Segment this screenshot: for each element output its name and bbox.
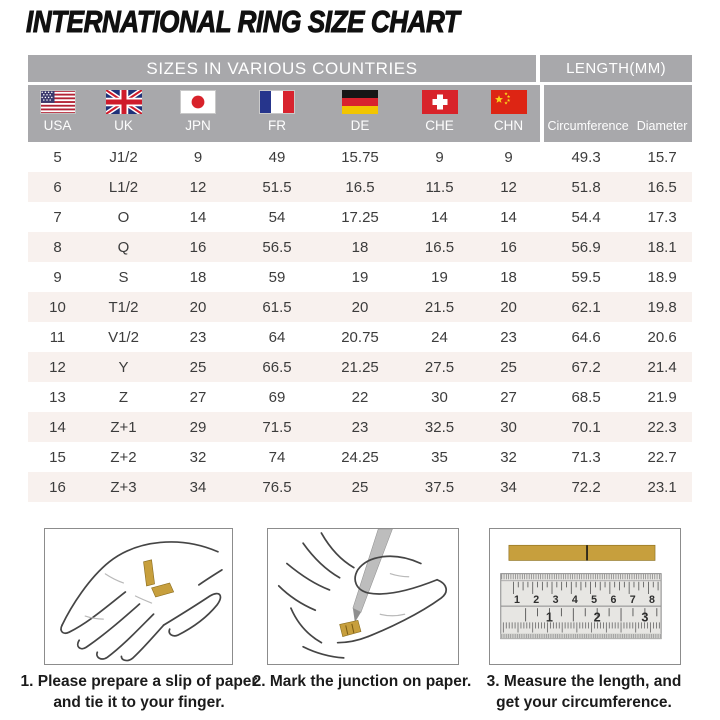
- usa-flag-icon: [40, 90, 76, 114]
- cell-fr: 61.5: [262, 298, 292, 316]
- cell-chn: 30: [500, 418, 517, 436]
- cell-uk: Z+1: [110, 418, 137, 436]
- cell-diameter: 18.1: [647, 238, 677, 256]
- instruction-figure-2: [267, 528, 459, 665]
- table-row: [28, 382, 692, 412]
- hand-with-paper-strip-illustration: [45, 529, 232, 664]
- cell-de: 18: [351, 238, 369, 256]
- cell-diameter: 17.3: [647, 208, 677, 226]
- cell-che: 32.5: [424, 418, 455, 436]
- uk-flag-icon: [106, 90, 142, 114]
- cell-diameter: 22.3: [647, 418, 677, 436]
- cell-chn: 16: [500, 238, 517, 256]
- table-row: [28, 142, 692, 172]
- svg-text:2: 2: [533, 594, 540, 607]
- cell-usa: 8: [53, 238, 62, 256]
- cell-usa: 6: [53, 178, 62, 196]
- cell-fr: 49: [268, 148, 286, 166]
- column-label-fr: FR: [268, 118, 286, 133]
- column-label-jpn: JPN: [185, 118, 211, 133]
- cell-che: 11.5: [425, 178, 454, 196]
- caption-1-line-2: and tie it to your finger.: [53, 694, 225, 711]
- length-section-header: [540, 55, 692, 85]
- cell-chn: 34: [500, 478, 517, 496]
- cell-usa: 11: [49, 328, 66, 346]
- cell-de: 24.25: [341, 448, 379, 466]
- instruction-figure-1: [44, 528, 233, 665]
- table-row: [28, 322, 692, 352]
- cell-de: 16.5: [345, 178, 375, 196]
- svg-text:1: 1: [545, 610, 554, 625]
- cell-fr: 59: [268, 268, 286, 286]
- cell-usa: 7: [53, 208, 62, 226]
- cell-circumference: 54.4: [571, 208, 601, 226]
- cell-de: 25: [351, 478, 369, 496]
- cell-fr: 56.5: [262, 238, 292, 256]
- cell-che: 14: [431, 208, 448, 226]
- table-row: [28, 292, 692, 322]
- svg-text:3: 3: [641, 610, 649, 625]
- cell-fr: 66.5: [262, 358, 292, 376]
- cell-usa: 13: [49, 388, 66, 406]
- cell-circumference: 70.1: [571, 418, 601, 436]
- page-title: INTERNATIONAL RING SIZE CHART: [26, 4, 460, 39]
- france-flag-icon: [259, 90, 295, 114]
- hand-marking-with-pen-illustration: [268, 529, 458, 664]
- cell-uk: J1/2: [109, 148, 138, 166]
- cell-de: 17.25: [341, 208, 379, 226]
- cell-diameter: 15.7: [647, 148, 677, 166]
- cell-uk: L1/2: [108, 178, 139, 196]
- cell-jpn: 32: [189, 448, 207, 466]
- japan-flag-icon: [180, 90, 216, 114]
- cell-de: 19: [351, 268, 369, 286]
- cell-che: 35: [431, 448, 448, 466]
- cell-uk: T1/2: [108, 298, 139, 316]
- size-table-body: [28, 142, 692, 502]
- cell-uk: O: [117, 208, 130, 226]
- cell-uk: Z+2: [110, 448, 137, 466]
- cell-jpn: 9: [193, 148, 203, 166]
- cell-circumference: 72.2: [571, 478, 601, 496]
- cell-circumference: 49.3: [571, 148, 601, 166]
- table-row: [28, 472, 692, 502]
- cell-usa: 9: [53, 268, 62, 286]
- cell-fr: 54: [268, 208, 286, 226]
- column-label-diameter: Diameter: [636, 119, 688, 133]
- cell-diameter: 20.6: [647, 328, 677, 346]
- cell-uk: Q: [117, 238, 130, 256]
- cell-chn: 27: [500, 388, 517, 406]
- cell-che: 30: [431, 388, 448, 406]
- cell-che: 27.5: [424, 358, 455, 376]
- cell-jpn: 27: [189, 388, 207, 406]
- table-row: [28, 262, 692, 292]
- cell-chn: 9: [504, 148, 513, 166]
- table-row: [28, 232, 692, 262]
- cell-diameter: 21.9: [647, 388, 677, 406]
- cell-jpn: 23: [189, 328, 207, 346]
- cell-diameter: 18.9: [647, 268, 677, 286]
- table-row: [28, 412, 692, 442]
- cell-circumference: 62.1: [571, 298, 601, 316]
- instruction-caption-2: [247, 671, 477, 692]
- cell-diameter: 22.7: [647, 448, 677, 466]
- svg-text:6: 6: [610, 594, 617, 607]
- cell-fr: 69: [268, 388, 286, 406]
- cell-diameter: 16.5: [647, 178, 677, 196]
- cell-circumference: 71.3: [571, 448, 601, 466]
- column-header-de: [318, 85, 402, 142]
- cell-chn: 12: [500, 178, 517, 196]
- cell-uk: Y: [118, 358, 129, 376]
- cell-chn: 32: [500, 448, 517, 466]
- column-label-chn: CHN: [493, 118, 524, 133]
- caption-1-line-1: 1. Please prepare a slip of paper: [20, 673, 258, 690]
- cell-jpn: 18: [189, 268, 207, 286]
- cell-diameter: 19.8: [647, 298, 677, 316]
- column-header-usa: [28, 85, 87, 142]
- column-header-fr: [236, 85, 318, 142]
- cell-che: 16.5: [424, 238, 455, 256]
- cell-circumference: 51.8: [571, 178, 601, 196]
- column-header-jpn: [160, 85, 236, 142]
- column-label-uk: UK: [114, 118, 133, 133]
- svg-text:7: 7: [629, 594, 636, 607]
- column-label-usa: USA: [43, 118, 72, 133]
- caption-2-line-1: 2. Mark the junction on paper.: [252, 673, 472, 690]
- cell-circumference: 59.5: [571, 268, 601, 286]
- cell-jpn: 14: [189, 208, 207, 226]
- cell-uk: S: [118, 268, 129, 286]
- cell-chn: 18: [500, 268, 517, 286]
- column-header-circumference: [540, 85, 632, 142]
- cell-diameter: 21.4: [647, 358, 677, 376]
- caption-3-line-1: 3. Measure the length, and: [486, 673, 682, 690]
- instruction-caption-1: [14, 671, 264, 713]
- cell-usa: 10: [49, 298, 66, 316]
- cell-chn: 20: [500, 298, 517, 316]
- paper-strip: [509, 545, 655, 560]
- cell-che: 21.5: [424, 298, 455, 316]
- cell-fr: 74: [268, 448, 286, 466]
- cell-jpn: 16: [189, 238, 207, 256]
- cell-usa: 16: [49, 478, 66, 496]
- cell-che: 37.5: [424, 478, 455, 496]
- cell-de: 22: [351, 388, 369, 406]
- column-header-uk: [87, 85, 160, 142]
- cell-de: 20: [351, 298, 369, 316]
- table-row: [28, 352, 692, 382]
- table-row: [28, 442, 692, 472]
- column-header-row: [28, 85, 692, 142]
- svg-text:2: 2: [593, 610, 601, 625]
- germany-flag-icon: [342, 90, 378, 114]
- cell-uk: Z: [118, 388, 129, 406]
- cell-de: 20.75: [341, 328, 379, 346]
- cell-jpn: 25: [189, 358, 207, 376]
- table-row: [28, 172, 692, 202]
- cell-chn: 14: [500, 208, 517, 226]
- svg-text:5: 5: [591, 594, 598, 607]
- cell-jpn: 34: [189, 478, 207, 496]
- cell-jpn: 29: [189, 418, 207, 436]
- column-label-de: DE: [350, 118, 370, 133]
- column-label-circumference: Circumference: [547, 119, 629, 133]
- table-row: [28, 202, 692, 232]
- cell-che: 19: [431, 268, 448, 286]
- cell-fr: 76.5: [262, 478, 292, 496]
- cell-fr: 71.5: [262, 418, 292, 436]
- cell-jpn: 20: [189, 298, 207, 316]
- length-section-title: LENGTH(MM): [566, 60, 666, 77]
- svg-text:1: 1: [514, 594, 520, 607]
- column-header-diameter: [632, 85, 692, 142]
- switzerland-flag-icon: [422, 90, 458, 114]
- cell-de: 21.25: [341, 358, 379, 376]
- instruction-figure-3: [489, 528, 681, 665]
- cell-che: 9: [435, 148, 444, 166]
- ruler-measuring-illustration: [490, 529, 680, 664]
- cell-circumference: 67.2: [571, 358, 601, 376]
- cell-che: 24: [431, 328, 448, 346]
- cell-de: 23: [351, 418, 369, 436]
- cell-diameter: 23.1: [647, 478, 677, 496]
- cell-jpn: 12: [189, 178, 207, 196]
- countries-section-header: [28, 55, 540, 85]
- section-header-row: [28, 55, 692, 85]
- ruler: [501, 574, 661, 639]
- cell-fr: 51.5: [262, 178, 292, 196]
- cell-usa: 14: [49, 418, 66, 436]
- svg-text:8: 8: [649, 594, 655, 607]
- svg-text:4: 4: [571, 594, 578, 607]
- cell-uk: Z+3: [110, 478, 137, 496]
- cell-fr: 64: [268, 328, 286, 346]
- caption-3-line-2: get your circumference.: [496, 694, 672, 711]
- cell-usa: 12: [49, 358, 66, 376]
- cell-chn: 23: [500, 328, 517, 346]
- cell-uk: V1/2: [108, 328, 139, 346]
- column-header-chn: [477, 85, 540, 142]
- countries-section-title: SIZES IN VARIOUS COUNTRIES: [146, 58, 418, 78]
- column-label-che: CHE: [425, 118, 454, 133]
- column-header-che: [402, 85, 477, 142]
- svg-text:3: 3: [552, 594, 559, 607]
- china-flag-icon: [491, 90, 527, 114]
- cell-circumference: 56.9: [571, 238, 601, 256]
- cell-usa: 5: [53, 148, 62, 166]
- cell-circumference: 68.5: [571, 388, 601, 406]
- instruction-caption-3: [469, 671, 699, 713]
- cell-chn: 25: [500, 358, 517, 376]
- cell-de: 15.75: [341, 148, 379, 166]
- size-table: [28, 55, 692, 502]
- cell-usa: 15: [49, 448, 66, 466]
- cell-circumference: 64.6: [571, 328, 601, 346]
